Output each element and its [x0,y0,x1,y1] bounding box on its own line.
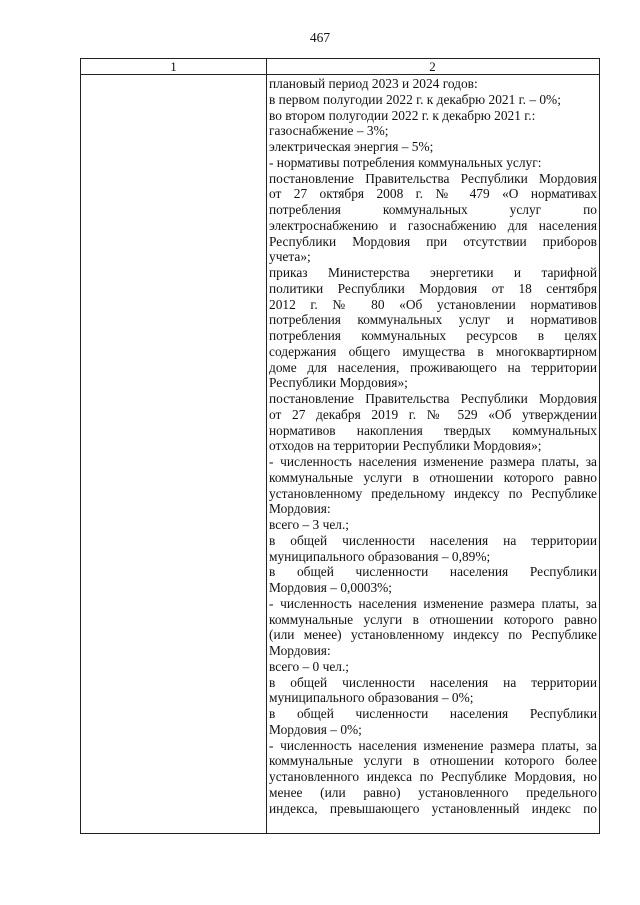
text-line: Мордовия – 0%; [269,721,362,737]
text-line: приказ Министерства энергетики и тарифной [269,265,597,280]
text-line: в общей численности населения на территории [269,674,597,690]
text-line: потребления коммунальных услуг по [269,202,597,217]
text-line: установленного индекса по Республике Мордовия, но [269,769,597,784]
text-line: всего – 0 чел.; [269,658,350,674]
text-line: электрическая энергия – 5%; [269,139,434,154]
text-line: Республики Мордовия»; [269,375,408,391]
text-line: плановый период 2023 и 2024 годов: [269,76,478,91]
text-line: - нормативы потребления коммунальных услуг: [269,154,542,170]
text-line: (или менее) установленному индексу по Республике [269,627,597,643]
text-line: в общей численности населения Республики [269,564,597,580]
document-table [80,58,600,834]
text-line: - численность населения изменение размера платы, за [269,595,597,611]
text-line: всего – 3 чел.; [269,517,350,532]
text-line: в общей численности населения на территории [269,532,597,548]
text-line: потребления коммунальных услуг и нормативов [269,312,597,328]
text-line: индекса, превышающего установленный индекс по [269,800,597,816]
page-number: 467 [309,30,331,45]
text-line: муниципального образования – 0,89%; [269,548,491,564]
column-divider [266,59,267,833]
text-line: Мордовия: [269,501,331,517]
text-line: газоснабжение – 3%; [269,123,389,139]
text-line: нормативов накопления твердых коммунальных [269,422,597,438]
text-line: отходов на территории Республики Мордовия»; [269,438,542,454]
text-line: - численность населения изменение размера платы, за [269,454,597,469]
text-line: Мордовия: [269,643,331,658]
table-body-cell [269,76,597,816]
text-line: электроснабжению и газоснабжению для населения [269,217,597,233]
text-line: коммунальные услуги в отношении которого более [269,753,597,769]
text-line: коммунальные услуги в отношении которого равно [269,611,597,627]
text-line: постановление Правительства Республики Мордовия [269,170,597,186]
column-header-2: 2 [429,59,436,74]
text-line: Республики Мордовия при отсутствии приборов [269,233,597,249]
text-line: от 27 октября 2008 г. № 479 «О нормативах [269,186,597,202]
text-line: менее (или равно) установленного предельного [269,784,597,800]
text-line: в общей численности населения Республики [269,706,597,721]
text-line: коммунальные услуги в отношении которого равно [269,469,597,485]
text-line: постановление Правительства Республики Мордовия [269,391,597,406]
text-line: муниципального образования – 0%; [269,690,474,706]
text-line: доме для населения, проживающего на территории [269,359,597,375]
text-line: учета»; [269,249,311,265]
text-line: - численность населения изменение размера платы, за [269,737,597,753]
table-header-row [81,59,599,75]
text-line: содержания общего имущества в многоквартирном [269,343,597,359]
text-line: в первом полугодии 2022 г. к декабрю 2021 г. – 0%; [269,91,561,107]
text-line: установленному предельному индексу по Республике [269,485,597,501]
text-line: во втором полугодии 2022 г. к декабрю 2021 г.: [269,107,536,123]
text-line: политики Республики Мордовия от 18 сентября [269,280,597,296]
text-line: от 27 декабря 2019 г. № 529 «Об утверждении [269,406,597,422]
text-line: Мордовия – 0,0003%; [269,580,393,595]
column-header-1: 1 [170,59,177,74]
text-line: потребления коммунальных ресурсов в целях [269,328,597,343]
text-line: 2012 г. № 80 «Об установлении нормативов [269,296,597,312]
